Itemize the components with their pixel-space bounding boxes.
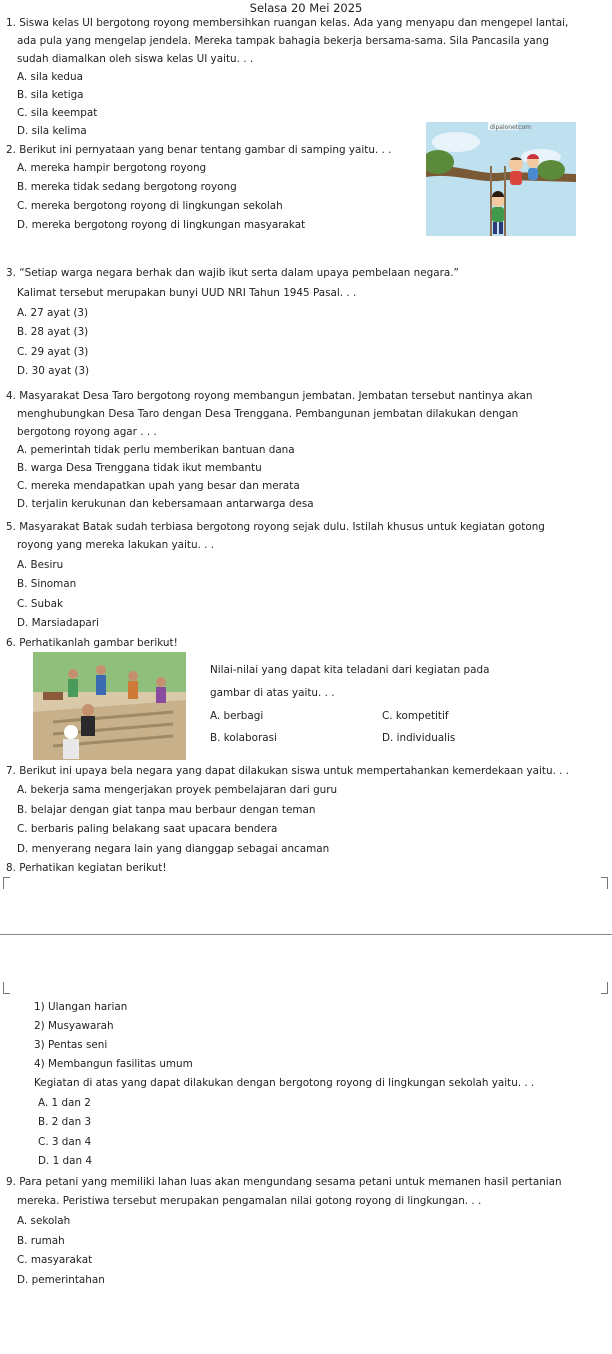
q8-item-1: 1) Ulangan harian xyxy=(34,1001,128,1013)
q2-image-watermark: dipalonetcom xyxy=(490,124,531,131)
children-tree-illustration xyxy=(426,122,576,236)
q9-line-1: 9. Para petani yang memiliki lahan luas akan mengundang sesama petani untuk memanen hasil pertanian xyxy=(6,1176,562,1188)
q6-illustration xyxy=(33,652,186,760)
worksheet-date: Selasa 20 Mei 2025 xyxy=(249,1,363,15)
q4-line-1: 4. Masyarakat Desa Taro bergotong royong membangun jembatan. Jembatan tersebut nantinya akan xyxy=(6,390,533,402)
q1-option-b[interactable]: B. sila ketiga xyxy=(17,89,84,101)
q8-option-b[interactable]: B. 2 dan 3 xyxy=(38,1116,92,1128)
q8-item-3: 3) Pentas seni xyxy=(34,1039,108,1051)
q4-option-c[interactable]: C. mereka mendapatkan upah yang besar dan merata xyxy=(17,480,300,492)
q8-item-4: 4) Membangun fasilitas umum xyxy=(34,1058,193,1070)
q6-question-line-1: Nilai-nilai yang dapat kita teladani dari kegiatan pada xyxy=(210,664,490,676)
q5-option-a[interactable]: A. Besiru xyxy=(17,559,64,571)
q8-question: Kegiatan di atas yang dapat dilakukan dengan bergotong royong di lingkungan sekolah yaitu. . . xyxy=(34,1077,535,1089)
q8-line-1: 8. Perhatikan kegiatan berikut! xyxy=(6,862,167,874)
frame-corner-bottom-left xyxy=(3,982,10,994)
q7-option-d[interactable]: D. menyerang negara lain yang dianggap sebagai ancaman xyxy=(17,843,330,855)
q6-option-c[interactable]: C. kompetitif xyxy=(382,710,449,722)
q4-option-a[interactable]: A. pemerintah tidak perlu memberikan bantuan dana xyxy=(17,444,295,456)
q3-option-d[interactable]: D. 30 ayat (3) xyxy=(17,365,90,377)
q3-line-1: 3. “Setiap warga negara berhak dan wajib ikut serta dalam upaya pembelaan negara.” xyxy=(6,267,459,279)
q7-option-a[interactable]: A. bekerja sama mengerjakan proyek pembelajaran dari guru xyxy=(17,784,338,796)
q6-option-d[interactable]: D. individualis xyxy=(382,732,456,744)
q8-item-2: 2) Musyawarah xyxy=(34,1020,114,1032)
q5-option-d[interactable]: D. Marsiadapari xyxy=(17,617,99,629)
q2-option-a[interactable]: A. mereka hampir bergotong royong xyxy=(17,162,207,174)
q6-line-1: 6. Perhatikanlah gambar berikut! xyxy=(6,637,178,649)
q8-option-c[interactable]: C. 3 dan 4 xyxy=(38,1136,92,1148)
q2-illustration xyxy=(426,122,576,236)
q6-question-line-2: gambar di atas yaitu. . . xyxy=(210,687,335,699)
frame-divider-line xyxy=(0,934,612,935)
q8-option-d[interactable]: D. 1 dan 4 xyxy=(38,1155,92,1167)
q9-option-d[interactable]: D. pemerintahan xyxy=(17,1274,105,1286)
q4-line-3: bergotong royong agar . . . xyxy=(17,426,157,438)
q8-option-a[interactable]: A. 1 dan 2 xyxy=(38,1097,91,1109)
q4-option-d[interactable]: D. terjalin kerukunan dan kebersamaan antarwarga desa xyxy=(17,498,314,510)
q6-option-a[interactable]: A. berbagi xyxy=(210,710,264,722)
q9-option-a[interactable]: A. sekolah xyxy=(17,1215,71,1227)
q6-option-b[interactable]: B. kolaborasi xyxy=(210,732,277,744)
q5-line-2: royong yang mereka lakukan yaitu. . . xyxy=(17,539,215,551)
q9-option-b[interactable]: B. rumah xyxy=(17,1235,65,1247)
q2-option-d[interactable]: D. mereka bergotong royong di lingkungan masyarakat xyxy=(17,219,306,231)
community-work-illustration xyxy=(33,652,186,760)
q3-option-a[interactable]: A. 27 ayat (3) xyxy=(17,307,89,319)
q4-option-b[interactable]: B. warga Desa Trenggana tidak ikut membantu xyxy=(17,462,262,474)
q2-option-c[interactable]: C. mereka bergotong royong di lingkungan sekolah xyxy=(17,200,283,212)
q7-line-1: 7. Berikut ini upaya bela negara yang dapat dilakukan siswa untuk mempertahankan kemerdekaan yaitu. . . xyxy=(6,765,570,777)
q3-option-b[interactable]: B. 28 ayat (3) xyxy=(17,326,89,338)
q1-option-c[interactable]: C. sila keempat xyxy=(17,107,98,119)
q7-option-c[interactable]: C. berbaris paling belakang saat upacara bendera xyxy=(17,823,278,835)
q3-line-2: Kalimat tersebut merupakan bunyi UUD NRI Tahun 1945 Pasal. . . xyxy=(17,287,357,299)
q7-option-b[interactable]: B. belajar dengan giat tanpa mau berbaur dengan teman xyxy=(17,804,316,816)
frame-corner-top-left xyxy=(3,877,10,889)
q5-line-1: 5. Masyarakat Batak sudah terbiasa bergotong royong sejak dulu. Istilah khusus untuk kegiatan gotong xyxy=(6,521,545,533)
q5-option-c[interactable]: C. Subak xyxy=(17,598,64,610)
q1-line-1: 1. Siswa kelas UI bergotong royong membersihkan ruangan kelas. Ada yang menyapu dan mengepel lantai, xyxy=(6,17,569,29)
q2-option-b[interactable]: B. mereka tidak sedang bergotong royong xyxy=(17,181,237,193)
q1-line-3: sudah diamalkan oleh siswa kelas UI yaitu. . . xyxy=(17,53,254,65)
q9-option-c[interactable]: C. masyarakat xyxy=(17,1254,93,1266)
frame-corner-bottom-right xyxy=(601,982,608,994)
q3-option-c[interactable]: C. 29 ayat (3) xyxy=(17,346,89,358)
q5-option-b[interactable]: B. Sinoman xyxy=(17,578,77,590)
q4-line-2: menghubungkan Desa Taro dengan Desa Trenggana. Pembangunan jembatan dilakukan dengan xyxy=(17,408,519,420)
frame-corner-top-right xyxy=(601,877,608,889)
q1-option-d[interactable]: D. sila kelima xyxy=(17,125,87,137)
q1-line-2: ada pula yang mengelap jendela. Mereka tampak bahagia bekerja bersama-sama. Sila Pancasila yang xyxy=(17,35,549,47)
q2-line-1: 2. Berikut ini pernyataan yang benar tentang gambar di samping yaitu. . . xyxy=(6,144,392,156)
q9-line-2: mereka. Peristiwa tersebut merupakan pengamalan nilai gotong royong di lingkungan. . . xyxy=(17,1195,482,1207)
q1-option-a[interactable]: A. sila kedua xyxy=(17,71,83,83)
